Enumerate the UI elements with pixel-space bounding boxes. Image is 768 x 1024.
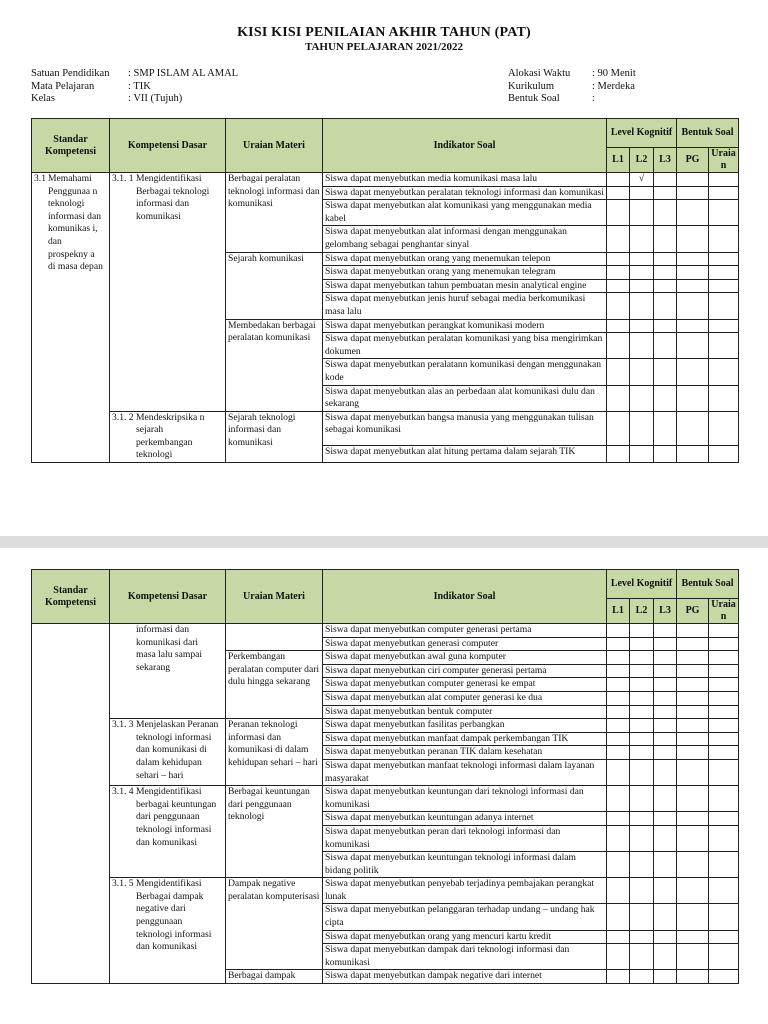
meta-key: Satuan Pendidikan bbox=[31, 68, 110, 79]
indikator-soal-cell: Siswa dapat menyebutkan peralatann komunikasi dengan menggunakan kode bbox=[323, 359, 607, 385]
rating-cell bbox=[607, 852, 630, 878]
rating-cell bbox=[630, 719, 654, 733]
rating-cell bbox=[630, 266, 654, 280]
table-row bbox=[32, 411, 739, 445]
rating-cell bbox=[677, 746, 709, 760]
indikator-soal-cell: Siswa dapat menyebutkan bentuk computer bbox=[323, 705, 607, 719]
rating-cell bbox=[630, 445, 654, 463]
indikator-soal-cell: Siswa dapat menyebutkan orang yang menemukan telepon bbox=[323, 252, 607, 266]
rating-cell bbox=[607, 637, 630, 651]
rating-cell bbox=[709, 651, 739, 665]
rating-cell bbox=[677, 705, 709, 719]
kd-number: 3.1. 4 bbox=[112, 786, 134, 798]
kompetensi-dasar-cell bbox=[110, 411, 226, 462]
meta-value: : TIK bbox=[128, 80, 151, 92]
kisi-table-2 bbox=[31, 569, 739, 984]
rating-cell bbox=[607, 970, 630, 984]
indikator-soal-cell: Siswa dapat menyebutkan computer generasi ke empat bbox=[323, 678, 607, 692]
indikator-soal-cell: Siswa dapat menyebutkan computer generasi pertama bbox=[323, 624, 607, 638]
indikator-soal-cell: Siswa dapat menyebutkan ciri computer generasi pertama bbox=[323, 664, 607, 678]
rating-cell bbox=[607, 385, 630, 411]
rating-cell bbox=[607, 759, 630, 785]
uraian-materi-cell: Berbagai peralatan teknologi informasi dan komunikasi bbox=[226, 173, 323, 253]
rating-cell bbox=[709, 411, 739, 445]
rating-cell bbox=[607, 173, 630, 187]
indikator-soal-cell: Siswa dapat menyebutkan keuntungan teknologi informasi dalam bidang politik bbox=[323, 852, 607, 878]
rating-cell bbox=[654, 411, 677, 445]
rating-cell bbox=[630, 624, 654, 638]
rating-cell bbox=[607, 279, 630, 293]
document-subtitle: TAHUN PELAJARAN 2021/2022 bbox=[304, 41, 464, 53]
meta-value: : 90 Menit bbox=[592, 68, 636, 79]
rating-cell bbox=[709, 970, 739, 984]
rating-cell bbox=[709, 385, 739, 411]
rating-cell bbox=[607, 266, 630, 280]
rating-cell bbox=[709, 200, 739, 226]
rating-cell bbox=[654, 852, 677, 878]
rating-cell bbox=[654, 445, 677, 463]
rating-cell bbox=[607, 226, 630, 252]
kd-text: Mengidentifikasi Berbagai teknologi informasi dan komunikasi bbox=[136, 173, 210, 222]
rating-cell bbox=[709, 691, 739, 705]
rating-cell bbox=[677, 664, 709, 678]
rating-cell bbox=[630, 200, 654, 226]
standar-kompetensi-cell bbox=[32, 624, 110, 984]
rating-cell bbox=[709, 252, 739, 266]
rating-cell bbox=[630, 930, 654, 944]
header-bentuk-soal: Bentuk Soal bbox=[677, 119, 739, 148]
rating-cell bbox=[709, 359, 739, 385]
table-row bbox=[32, 786, 739, 812]
rating-cell bbox=[677, 200, 709, 226]
rating-cell bbox=[630, 385, 654, 411]
rating-cell bbox=[677, 944, 709, 970]
header-uraian-materi: Uraian Materi bbox=[226, 570, 323, 624]
rating-cell bbox=[709, 333, 739, 359]
indikator-soal-cell: Siswa dapat menyebutkan keuntungan adanya internet bbox=[323, 812, 607, 826]
rating-cell bbox=[630, 970, 654, 984]
rating-cell bbox=[709, 678, 739, 692]
kompetensi-dasar-cell bbox=[110, 786, 226, 878]
uraian-materi-cell: Sejarah teknologi informasi dan komunikasi bbox=[226, 411, 323, 462]
rating-cell bbox=[709, 732, 739, 746]
rating-cell bbox=[630, 319, 654, 333]
rating-cell bbox=[630, 812, 654, 826]
rating-cell bbox=[607, 904, 630, 930]
rating-cell bbox=[630, 186, 654, 200]
rating-cell bbox=[607, 651, 630, 665]
rating-cell bbox=[607, 252, 630, 266]
meta-value: : Merdeka bbox=[592, 80, 635, 92]
document-page-2 bbox=[0, 548, 768, 1024]
rating-cell bbox=[709, 746, 739, 760]
rating-cell bbox=[677, 173, 709, 187]
kd-text: Menjelaskan Peranan teknologi informasi dan komunikasi di dalam kehidupan sehari – hari bbox=[136, 719, 219, 781]
rating-cell bbox=[607, 186, 630, 200]
rating-cell bbox=[654, 732, 677, 746]
indikator-soal-cell: Siswa dapat menyebutkan peralatan teknologi informasi dan komunikasi bbox=[323, 186, 607, 200]
rating-cell bbox=[677, 445, 709, 463]
rating-cell bbox=[654, 719, 677, 733]
rating-cell bbox=[677, 786, 709, 812]
meta-key: Bentuk Soal bbox=[508, 93, 560, 104]
rating-cell bbox=[677, 759, 709, 785]
rating-cell bbox=[677, 333, 709, 359]
rating-cell bbox=[654, 173, 677, 187]
rating-cell bbox=[630, 691, 654, 705]
kd-text: Mendeskripsika n sejarah perkembangan teknologi bbox=[136, 411, 205, 461]
indikator-soal-cell: Siswa dapat menyebutkan dampak dari teknologi informasi dan komunikasi bbox=[323, 944, 607, 970]
rating-cell bbox=[709, 904, 739, 930]
rating-cell bbox=[654, 930, 677, 944]
rating-cell bbox=[630, 359, 654, 385]
indikator-soal-cell: Siswa dapat menyebutkan alat hitung pertama dalam sejarah TIK bbox=[323, 445, 607, 463]
indikator-soal-cell: Siswa dapat menyebutkan tahun pembuatan mesin analytical engine bbox=[323, 279, 607, 293]
indikator-soal-cell: Siswa dapat menyebutkan alas an perbedaan alat komunikasi dulu dan sekarang bbox=[323, 385, 607, 411]
header-l2: L2 bbox=[630, 599, 654, 624]
kompetensi-dasar-cell bbox=[110, 970, 226, 984]
rating-cell bbox=[677, 878, 709, 904]
rating-cell bbox=[654, 319, 677, 333]
indikator-soal-cell: Siswa dapat menyebutkan bangsa manusia yang menggunakan tulisan sebagai komunikasi bbox=[323, 411, 607, 445]
header-kompetensi-dasar: Kompetensi Dasar bbox=[110, 570, 226, 624]
rating-cell bbox=[607, 200, 630, 226]
kisi-table-1 bbox=[31, 118, 739, 463]
rating-cell bbox=[709, 719, 739, 733]
uraian-materi-cell: Perkembangan peralatan computer dari dulu hingga sekarang bbox=[226, 651, 323, 719]
rating-cell bbox=[607, 705, 630, 719]
header-indikator-soal: Indikator Soal bbox=[323, 119, 607, 173]
rating-cell bbox=[709, 705, 739, 719]
rating-cell bbox=[709, 664, 739, 678]
header-standar-kompetensi: Standar Kompetensi bbox=[32, 119, 110, 173]
rating-cell bbox=[654, 333, 677, 359]
header-pg: PG bbox=[677, 599, 709, 624]
rating-cell bbox=[630, 944, 654, 970]
rating-cell bbox=[607, 333, 630, 359]
table-row bbox=[32, 970, 739, 984]
indikator-soal-cell: Siswa dapat menyebutkan media komunikasi masa lalu bbox=[323, 173, 607, 187]
table-row bbox=[32, 878, 739, 904]
rating-cell bbox=[654, 786, 677, 812]
rating-cell bbox=[677, 678, 709, 692]
indikator-soal-cell: Siswa dapat menyebutkan peranan TIK dalam kesehatan bbox=[323, 746, 607, 760]
rating-cell bbox=[654, 944, 677, 970]
rating-cell bbox=[654, 691, 677, 705]
kd-number: 3.1. 3 bbox=[112, 719, 134, 731]
header-kompetensi-dasar: Kompetensi Dasar bbox=[110, 119, 226, 173]
kd-number: 3.1. 5 bbox=[112, 878, 134, 890]
header-uraian: Uraia n bbox=[709, 599, 739, 624]
rating-cell bbox=[709, 173, 739, 187]
indikator-soal-cell: Siswa dapat menyebutkan alat informasi dengan menggunakan gelombang sebagai penghantar sinyal bbox=[323, 226, 607, 252]
rating-cell bbox=[709, 637, 739, 651]
indikator-soal-cell: Siswa dapat menyebutkan generasi computer bbox=[323, 637, 607, 651]
rating-cell bbox=[630, 705, 654, 719]
rating-cell bbox=[677, 930, 709, 944]
uraian-materi-cell: Dampak negative peralatan komputerisasi bbox=[226, 878, 323, 970]
kompetensi-dasar-cell bbox=[110, 624, 226, 719]
kd-number: 3.1. 2 bbox=[112, 411, 134, 423]
indikator-soal-cell: Siswa dapat menyebutkan peralatan komunikasi yang bisa mengirimkan dokumen bbox=[323, 333, 607, 359]
rating-cell bbox=[677, 651, 709, 665]
rating-cell bbox=[677, 812, 709, 826]
rating-cell bbox=[709, 279, 739, 293]
rating-cell bbox=[654, 970, 677, 984]
header-l3: L3 bbox=[654, 599, 677, 624]
rating-cell bbox=[654, 878, 677, 904]
indikator-soal-cell: Siswa dapat menyebutkan penyebab terjadinya pembajakan perangkat lunak bbox=[323, 878, 607, 904]
meta-value: : bbox=[592, 93, 595, 104]
meta-key: Kelas bbox=[31, 93, 55, 104]
rating-cell bbox=[607, 411, 630, 445]
header-l1: L1 bbox=[607, 148, 630, 173]
rating-cell bbox=[607, 293, 630, 319]
rating-cell bbox=[654, 186, 677, 200]
rating-cell bbox=[630, 411, 654, 445]
rating-cell bbox=[630, 637, 654, 651]
rating-cell bbox=[709, 825, 739, 851]
rating-cell bbox=[607, 359, 630, 385]
rating-cell bbox=[630, 852, 654, 878]
header-l1: L1 bbox=[607, 599, 630, 624]
rating-cell bbox=[654, 664, 677, 678]
rating-cell bbox=[709, 878, 739, 904]
indikator-soal-cell: Siswa dapat menyebutkan jenis huruf sebagai media berkomunikasi masa lalu bbox=[323, 293, 607, 319]
uraian-materi-cell: Peranan teknologi informasi dan komunikasi di dalam kehidupan sehari – hari bbox=[226, 719, 323, 786]
kd-number: 3.1. 1 bbox=[112, 173, 134, 184]
rating-cell bbox=[630, 825, 654, 851]
table-row bbox=[32, 173, 739, 187]
rating-cell bbox=[654, 812, 677, 826]
rating-cell bbox=[607, 812, 630, 826]
kd-text: Mengidentifikasi berbagai keuntungan dari penggunaan teknologi informasi dan komunikasi bbox=[136, 786, 217, 848]
indikator-soal-cell: Siswa dapat menyebutkan manfaat teknologi informasi dalam layanan masyarakat bbox=[323, 759, 607, 785]
rating-cell bbox=[677, 385, 709, 411]
rating-cell bbox=[607, 691, 630, 705]
rating-cell bbox=[677, 719, 709, 733]
rating-cell bbox=[709, 226, 739, 252]
rating-cell bbox=[654, 746, 677, 760]
rating-cell bbox=[654, 359, 677, 385]
uraian-materi-cell: Sejarah komunikasi bbox=[226, 252, 323, 319]
rating-cell bbox=[630, 678, 654, 692]
rating-cell bbox=[654, 200, 677, 226]
meta-left bbox=[31, 68, 238, 106]
rating-cell bbox=[677, 226, 709, 252]
rating-cell bbox=[677, 293, 709, 319]
rating-cell bbox=[677, 359, 709, 385]
rating-cell bbox=[630, 226, 654, 252]
rating-cell bbox=[607, 746, 630, 760]
document-title: KISI KISI PENILAIAN AKHIR TAHUN (PAT) bbox=[237, 25, 531, 40]
rating-cell bbox=[677, 732, 709, 746]
header-l3: L3 bbox=[654, 148, 677, 173]
rating-cell bbox=[677, 691, 709, 705]
rating-cell bbox=[709, 852, 739, 878]
rating-cell bbox=[709, 786, 739, 812]
rating-cell bbox=[607, 825, 630, 851]
rating-cell bbox=[630, 664, 654, 678]
rating-cell bbox=[709, 266, 739, 280]
rating-cell bbox=[677, 852, 709, 878]
kompetensi-dasar-cell bbox=[110, 173, 226, 412]
rating-cell bbox=[709, 812, 739, 826]
rating-cell bbox=[709, 930, 739, 944]
rating-cell bbox=[630, 904, 654, 930]
uraian-materi-cell bbox=[226, 624, 323, 651]
uraian-materi-cell: Berbagai keuntungan dari penggunaan teknologi bbox=[226, 786, 323, 878]
rating-cell bbox=[630, 279, 654, 293]
indikator-soal-cell: Siswa dapat menyebutkan pelanggaran terhadap undang – undang hak cipta bbox=[323, 904, 607, 930]
indikator-soal-cell: Siswa dapat menyebutkan alat computer generasi ke dua bbox=[323, 691, 607, 705]
header-indikator-soal: Indikator Soal bbox=[323, 570, 607, 624]
rating-cell bbox=[677, 637, 709, 651]
indikator-soal-cell: Siswa dapat menyebutkan fasilitas perbangkan bbox=[323, 719, 607, 733]
rating-cell bbox=[654, 637, 677, 651]
indikator-soal-cell: Siswa dapat menyebutkan awal guna komputer bbox=[323, 651, 607, 665]
rating-cell bbox=[677, 904, 709, 930]
header-level-kognitif: Level Kognitif bbox=[607, 119, 677, 148]
rating-cell bbox=[630, 651, 654, 665]
indikator-soal-cell: Siswa dapat menyebutkan dampak negative dari internet bbox=[323, 970, 607, 984]
rating-cell bbox=[630, 759, 654, 785]
rating-cell bbox=[677, 279, 709, 293]
indikator-soal-cell: Siswa dapat menyebutkan orang yang mencuri kartu kredit bbox=[323, 930, 607, 944]
kompetensi-dasar-cell bbox=[110, 878, 226, 970]
rating-cell bbox=[709, 759, 739, 785]
kd-text: informasi dan komunikasi dari masa lalu sampai sekarang bbox=[136, 624, 203, 673]
rating-cell bbox=[654, 651, 677, 665]
rating-cell bbox=[654, 279, 677, 293]
sk-number: 3.1 bbox=[34, 173, 46, 184]
header-l2: L2 bbox=[630, 148, 654, 173]
rating-cell bbox=[677, 970, 709, 984]
rating-cell bbox=[654, 678, 677, 692]
rating-cell bbox=[677, 624, 709, 638]
rating-cell bbox=[654, 705, 677, 719]
indikator-soal-cell: Siswa dapat menyebutkan peran dari teknologi informasi dan komunikasi bbox=[323, 825, 607, 851]
rating-cell bbox=[607, 664, 630, 678]
kompetensi-dasar-cell bbox=[110, 719, 226, 786]
rating-cell bbox=[677, 252, 709, 266]
rating-cell bbox=[677, 825, 709, 851]
rating-cell bbox=[709, 319, 739, 333]
rating-cell bbox=[607, 445, 630, 463]
rating-cell bbox=[654, 624, 677, 638]
rating-cell bbox=[677, 411, 709, 445]
sk-text: Memahami Penggunaa n teknologi informasi dan komunikas i, dan prospekny a di masa depan bbox=[48, 173, 103, 273]
rating-cell bbox=[630, 732, 654, 746]
rating-cell bbox=[630, 252, 654, 266]
rating-cell bbox=[654, 226, 677, 252]
header-level-kognitif: Level Kognitif bbox=[607, 570, 677, 599]
uraian-materi-cell: Membedakan berbagai peralatan komunikasi bbox=[226, 319, 323, 411]
rating-cell bbox=[677, 266, 709, 280]
rating-cell bbox=[630, 333, 654, 359]
header-uraian: Uraia n bbox=[709, 148, 739, 173]
header-bentuk-soal: Bentuk Soal bbox=[677, 570, 739, 599]
rating-cell bbox=[654, 759, 677, 785]
rating-cell bbox=[607, 786, 630, 812]
rating-cell bbox=[607, 319, 630, 333]
meta-right bbox=[508, 68, 636, 106]
rating-cell bbox=[630, 293, 654, 319]
rating-cell bbox=[709, 944, 739, 970]
meta-value: : VII (Tujuh) bbox=[128, 93, 183, 104]
check-mark: √ bbox=[630, 173, 654, 187]
rating-cell bbox=[607, 719, 630, 733]
kd-text: Mengidentifikasi Berbagai dampak negative dari penggunaan teknologi informasi dan komunikasi bbox=[136, 878, 212, 953]
rating-cell bbox=[607, 878, 630, 904]
rating-cell bbox=[607, 930, 630, 944]
rating-cell bbox=[677, 319, 709, 333]
rating-cell bbox=[630, 878, 654, 904]
header-standar-kompetensi: Standar Kompetensi bbox=[32, 570, 110, 624]
rating-cell bbox=[607, 678, 630, 692]
rating-cell bbox=[630, 746, 654, 760]
table-row bbox=[32, 719, 739, 733]
rating-cell bbox=[607, 732, 630, 746]
meta-value: : SMP ISLAM AL AMAL bbox=[128, 68, 239, 79]
meta-key: Mata Pelajaran bbox=[31, 80, 95, 92]
meta-key: Alokasi Waktu bbox=[508, 68, 571, 79]
rating-cell bbox=[654, 266, 677, 280]
rating-cell bbox=[607, 944, 630, 970]
rating-cell bbox=[654, 385, 677, 411]
uraian-materi-cell: Berbagai dampak bbox=[226, 970, 323, 984]
rating-cell bbox=[654, 825, 677, 851]
rating-cell bbox=[677, 186, 709, 200]
standar-kompetensi-cell bbox=[32, 173, 110, 463]
rating-cell bbox=[630, 786, 654, 812]
indikator-soal-cell: Siswa dapat menyebutkan keuntungan dari teknologi informasi dan komunikasi bbox=[323, 786, 607, 812]
indikator-soal-cell: Siswa dapat menyebutkan alat komunikasi yang menggunakan media kabel bbox=[323, 200, 607, 226]
rating-cell bbox=[709, 445, 739, 463]
rating-cell bbox=[654, 293, 677, 319]
meta-key: Kurikulum bbox=[508, 80, 555, 92]
indikator-soal-cell: Siswa dapat menyebutkan manfaat dampak perkembangan TIK bbox=[323, 732, 607, 746]
rating-cell bbox=[709, 186, 739, 200]
rating-cell bbox=[709, 624, 739, 638]
table-row bbox=[32, 624, 739, 638]
rating-cell bbox=[607, 624, 630, 638]
rating-cell bbox=[709, 293, 739, 319]
rating-cell bbox=[654, 252, 677, 266]
indikator-soal-cell: Siswa dapat menyebutkan perangkat komunikasi modern bbox=[323, 319, 607, 333]
header-uraian-materi: Uraian Materi bbox=[226, 119, 323, 173]
rating-cell bbox=[654, 904, 677, 930]
header-pg: PG bbox=[677, 148, 709, 173]
indikator-soal-cell: Siswa dapat menyebutkan orang yang menemukan telegram bbox=[323, 266, 607, 280]
